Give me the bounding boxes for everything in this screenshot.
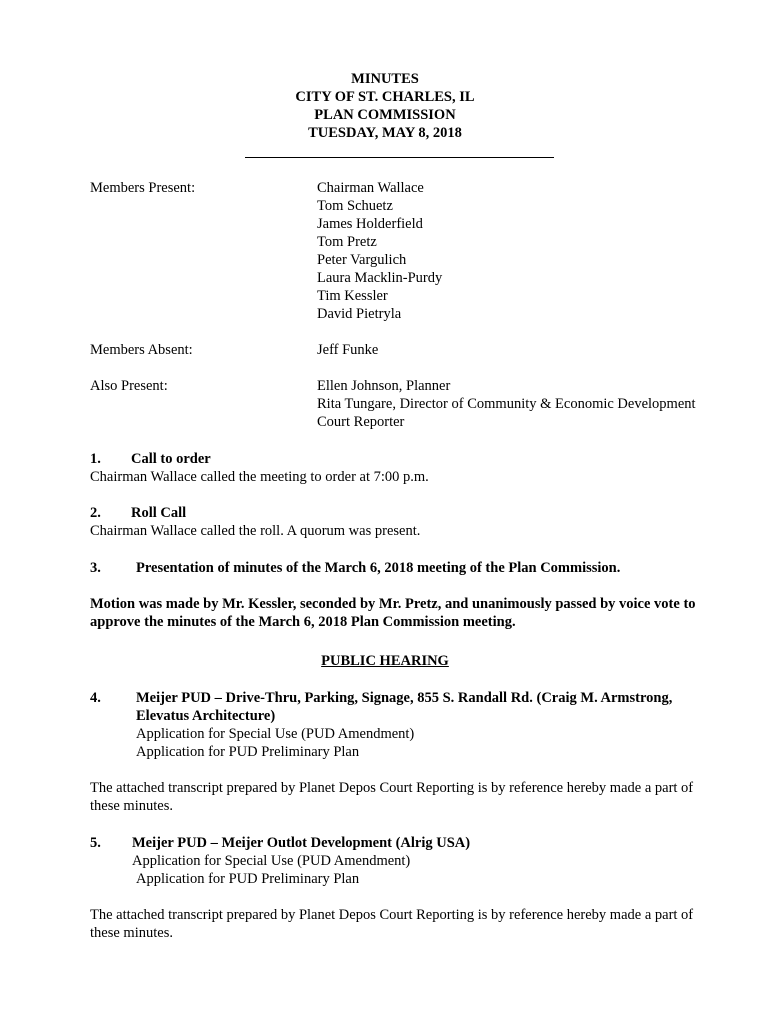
member-present: Tom Pretz	[317, 234, 377, 250]
doc-heading-minutes: MINUTES	[351, 71, 419, 87]
member-present: Laura Macklin-Purdy	[317, 270, 443, 286]
header-divider	[245, 157, 554, 158]
member-present: Tom Schuetz	[317, 198, 393, 214]
member-present: Peter Vargulich	[317, 252, 407, 268]
transcript-note: these minutes.	[90, 925, 173, 941]
motion-text: Motion was made by Mr. Kessler, seconded by Mr. Pretz, and unanimously passed by voice vote to	[90, 596, 696, 612]
item-title-meijer-drive-thru: Meijer PUD – Drive-Thru, Parking, Signage, 855 S. Randall Rd. (Craig M. Armstrong,	[136, 690, 673, 706]
item-number: 5.	[90, 835, 101, 851]
transcript-note: these minutes.	[90, 798, 173, 814]
transcript-note: The attached transcript prepared by Planet Depos Court Reporting is by reference hereby made a part of	[90, 907, 694, 923]
item-number: 2.	[90, 505, 101, 521]
item-title-meijer-outlot: Meijer PUD – Meijer Outlot Development (Alrig USA)	[132, 835, 471, 851]
application-line: Application for Special Use (PUD Amendment)	[132, 853, 411, 869]
item-body: Chairman Wallace called the roll. A quorum was present.	[90, 523, 421, 539]
also-present-person: Ellen Johnson, Planner	[317, 378, 451, 394]
member-present: Tim Kessler	[317, 288, 388, 304]
item-number: 1.	[90, 451, 101, 467]
members-present-label: Members Present:	[90, 180, 196, 196]
also-present-person: Rita Tungare, Director of Community & Economic Development	[317, 396, 696, 412]
item-title-call-to-order: Call to order	[131, 451, 211, 467]
doc-heading-date: TUESDAY, MAY 8, 2018	[308, 125, 462, 141]
members-absent-label: Members Absent:	[90, 342, 193, 358]
also-present-person: Court Reporter	[317, 414, 405, 430]
member-present: James Holderfield	[317, 216, 423, 232]
item-body: Chairman Wallace called the meeting to order at 7:00 p.m.	[90, 469, 429, 485]
doc-heading-city: CITY OF ST. CHARLES, IL	[295, 89, 475, 105]
member-absent: Jeff Funke	[317, 342, 379, 358]
transcript-note: The attached transcript prepared by Planet Depos Court Reporting is by reference hereby made a part of	[90, 780, 694, 796]
member-present: David Pietryla	[317, 306, 402, 322]
application-line: Application for PUD Preliminary Plan	[136, 744, 360, 760]
item-number: 4.	[90, 690, 101, 706]
application-line: Application for Special Use (PUD Amendment)	[136, 726, 415, 742]
item-title-roll-call: Roll Call	[131, 505, 187, 521]
public-hearing-heading: PUBLIC HEARING	[321, 653, 449, 669]
doc-heading-commission: PLAN COMMISSION	[314, 107, 456, 123]
motion-text: approve the minutes of the March 6, 2018 Plan Commission meeting.	[90, 614, 516, 630]
item-title-minutes-presentation: Presentation of minutes of the March 6, 2018 meeting of the Plan Commission.	[136, 560, 621, 576]
item-number: 3.	[90, 560, 101, 576]
application-line: Application for PUD Preliminary Plan	[136, 871, 360, 887]
item-title-meijer-drive-thru-cont: Elevatus Architecture)	[136, 708, 276, 724]
also-present-label: Also Present:	[90, 378, 168, 394]
member-present: Chairman Wallace	[317, 180, 424, 196]
